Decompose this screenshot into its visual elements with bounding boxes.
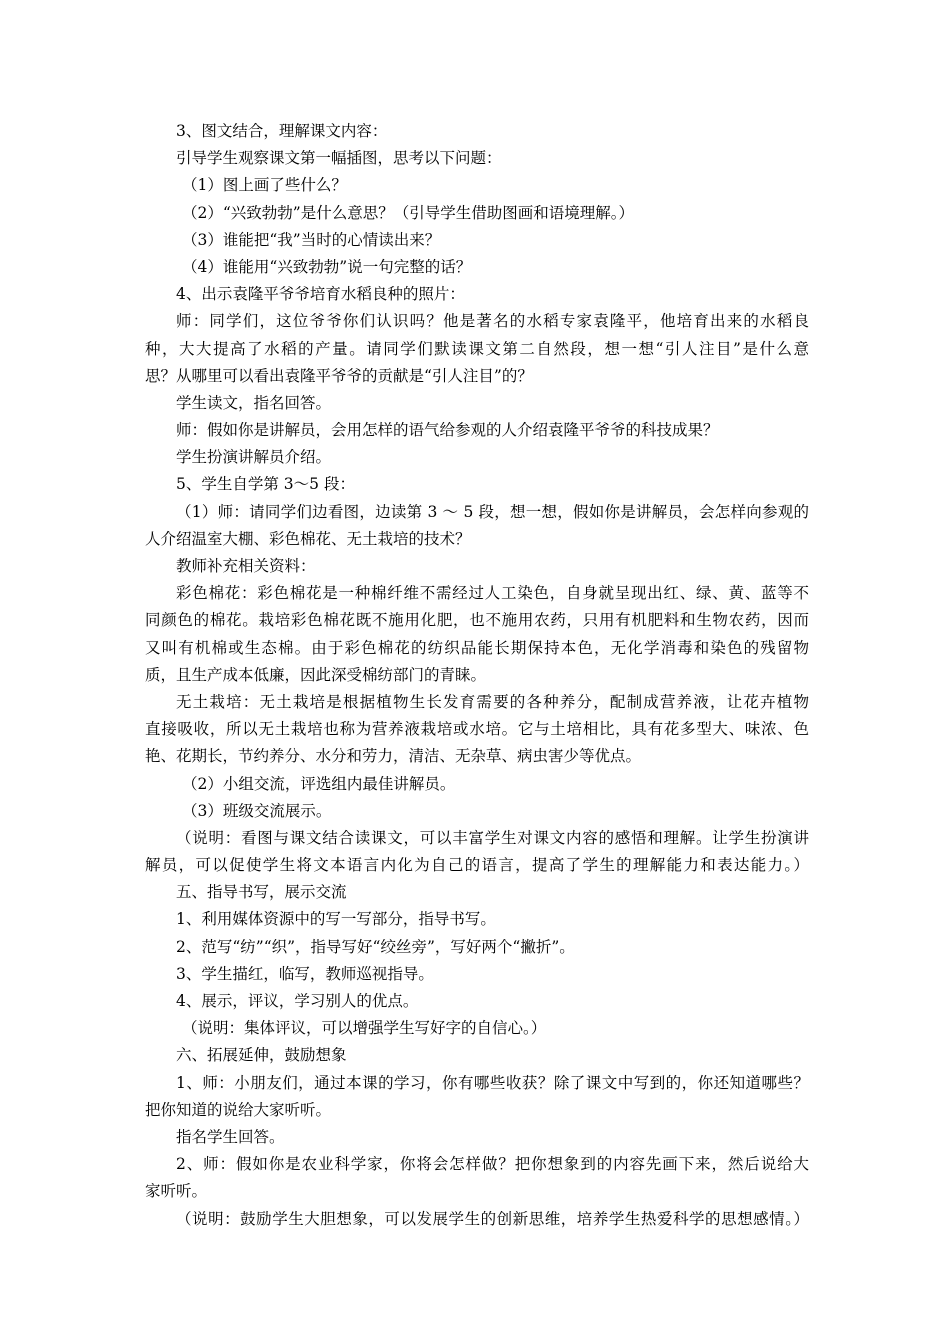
text-line: 2、师：假如你是农业科学家，你将会怎样做？把你想象到的内容先画下来，然后说给大 [176, 1155, 809, 1174]
text-line: 3、学生描红，临写，教师巡视指导。 [176, 964, 434, 983]
text-line: （2）小组交流，评选组内最佳讲解员。 [182, 774, 456, 793]
document-page [145, 118, 809, 1233]
text-line: 同颜色的棉花。栽培彩色棉花既不施用化肥，也不施用农药，只用有机肥料和生物农药，因而 [145, 611, 809, 630]
text-line: （说明：鼓励学生大胆想象，可以发展学生的创新思维，培养学生热爱科学的思想感情。） [176, 1209, 809, 1228]
text-line: 师：假如你是讲解员，会用怎样的语气给参观的人介绍袁隆平爷爷的科技成果？ [176, 421, 719, 440]
text-line: 无土栽培：无土栽培是根据植物生长发育需要的各种养分，配制成营养液，让花卉植物 [176, 692, 809, 711]
text-line: 5、学生自学第 3～5 段： [176, 475, 355, 494]
text-line: 3、图文结合，理解课文内容： [176, 122, 388, 140]
text-line: （4）谁能用“兴致勃勃”说一句完整的话？ [182, 257, 472, 276]
text-line: 家听听。 [145, 1182, 208, 1201]
text-line: 思？从哪里可以看出袁隆平爷爷的贡献是“引人注目”的？ [145, 366, 533, 385]
text-line: （3）谁能把“我”当时的心情读出来？ [182, 230, 441, 249]
text-line: （1）图上画了些什么？ [182, 176, 347, 195]
text-line: 解员，可以促使学生将文本语言内化为自己的语言，提高了学生的理解能力和表达能力。） [145, 856, 809, 875]
text-line: （说明：集体评议，可以增强学生写好字的自信心。） [182, 1019, 547, 1038]
text-line: 五、指导书写，展示交流 [176, 883, 347, 902]
text-line: 2、范写“纺”“织”，指导写好“绞丝旁”，写好两个“撇折”。 [176, 937, 575, 956]
text-line: 1、师：小朋友们，通过本课的学习，你有哪些收获？除了课文中写到的，你还知道哪些？ [176, 1073, 809, 1092]
text-line: 师：同学们，这位爷爷你们认识吗？他是著名的水稻专家袁隆平，他培育出来的水稻良 [176, 312, 809, 331]
text-line: 教师补充相关资料： [176, 557, 316, 575]
text-line: （2）“兴致勃勃”是什么意思？（引导学生借助图画和语境理解。） [182, 203, 634, 222]
text-line: 引导学生观察课文第一幅插图，思考以下问题： [176, 149, 502, 168]
text-line: 六、拓展延伸，鼓励想象 [176, 1046, 347, 1065]
text-line: 质，且生产成本低廉，因此深受棉纺部门的青睐。 [145, 665, 487, 684]
text-line: 4、出示袁隆平爷爷培育水稻良种的照片： [176, 285, 465, 304]
text-line: 学生扮演讲解员介绍。 [176, 448, 332, 467]
text-line: （1）师：请同学们边看图，边读第 3 ～ 5 段，想一想，假如你是讲解员，会怎样向参观的 [176, 502, 809, 521]
text-line: 指名学生回答。 [176, 1127, 285, 1146]
text-line: 又叫有机棉或生态棉。由于彩色棉花的纺织品能长期保持本色，无化学消毒和染色的残留物 [145, 638, 809, 657]
text-line: 人介绍温室大棚、彩色棉花、无土栽培的技术？ [145, 529, 471, 548]
text-line: 彩色棉花：彩色棉花是一种棉纤维不需经过人工染色，自身就呈现出红、绿、黄、蓝等不 [176, 584, 809, 603]
text-line: 4、展示，评议，学习别人的优点。 [176, 992, 419, 1010]
text-line: 艳、花期长，节约养分、水分和劳力，清洁、无杂草、病虫害少等优点。 [145, 747, 642, 766]
text-line: （3）班级交流展示。 [182, 801, 332, 820]
text-line: 1、利用媒体资源中的写一写部分，指导书写。 [176, 910, 496, 929]
text-line: 种，大大提高了水稻的产量。请同学们默读课文第二自然段，想一想“引人注目”是什么意 [145, 339, 809, 358]
text-line: 学生读文，指名回答。 [176, 393, 332, 412]
text-line: 直接吸收，所以无土栽培也称为营养液栽培或水培。它与土培相比，具有花多型大、味浓、色 [145, 720, 809, 739]
text-line: （说明：看图与课文结合读课文，可以丰富学生对课文内容的感悟和理解。让学生扮演讲 [176, 828, 809, 847]
text-line: 把你知道的说给大家听听。 [145, 1100, 332, 1119]
